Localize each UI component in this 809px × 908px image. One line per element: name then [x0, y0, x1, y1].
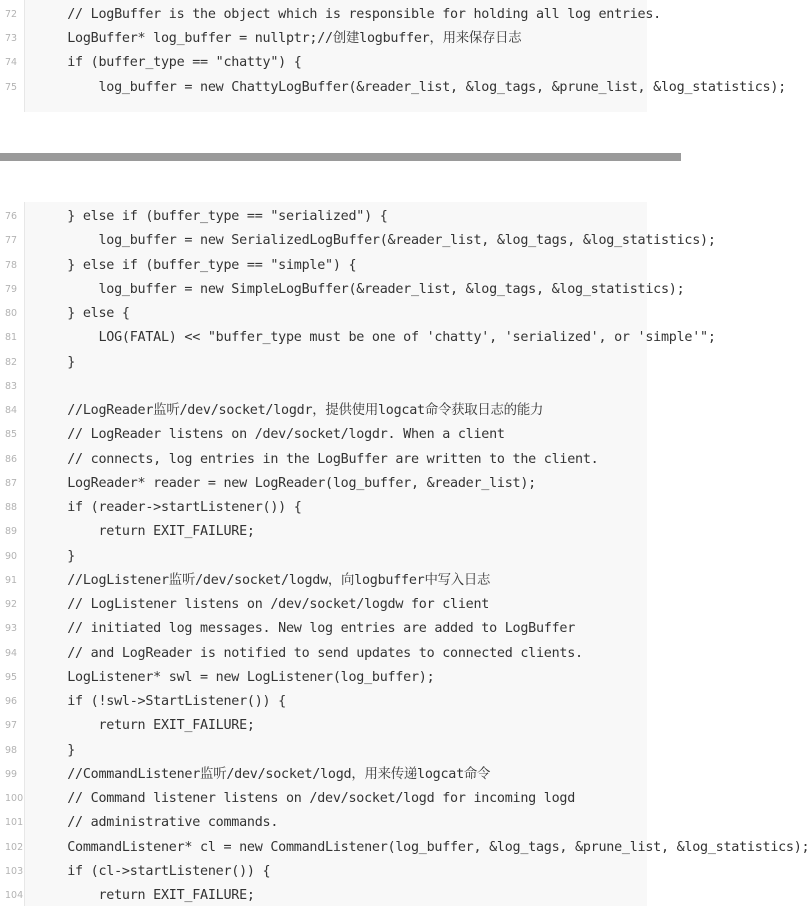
code-text: return EXIT_FAILURE; — [36, 718, 255, 734]
code-text: return EXIT_FAILURE; — [36, 524, 255, 540]
code-text: log_buffer = new ChattyLogBuffer(&reader_list, &log_tags, &prune_list, &log_statistics); — [36, 79, 786, 95]
line-number: 97 — [5, 720, 18, 732]
line-number: 76 — [5, 211, 18, 222]
line-number: 81 — [5, 332, 18, 344]
code-text: LogReader* reader = new LogReader(log_buffer, &reader_list); — [36, 475, 536, 491]
code-text: //CommandListener监听/dev/socket/logd，用来传递logcat命令 — [36, 766, 491, 782]
code-block-bottom — [0, 202, 809, 906]
code-text: //LogReader监听/dev/socket/logdr，提供使用logcat命令获取日志的能力 — [36, 403, 544, 418]
code-text: LOG(FATAL) << "buffer_type must be one of 'chatty', 'serialized', or 'simple'"; — [36, 330, 716, 346]
section-divider — [0, 153, 681, 161]
line-number: 73 — [5, 33, 18, 45]
line-number: 82 — [5, 356, 18, 368]
line-number: 92 — [5, 599, 18, 610]
code-block-top — [0, 0, 786, 112]
line-number: 85 — [5, 429, 18, 441]
line-number: 95 — [5, 671, 18, 683]
code-text: log_buffer = new SerializedLogBuffer(&reader_list, &log_tags, &log_statistics); — [36, 233, 716, 249]
line-number: 75 — [5, 81, 18, 93]
line-number: 102 — [5, 841, 24, 853]
code-text: if (buffer_type == "chatty") { — [36, 55, 302, 71]
line-number: 83 — [5, 380, 18, 392]
code-text: } else if (buffer_type == "simple") { — [36, 257, 357, 273]
line-number: 84 — [5, 405, 18, 416]
line-number: 98 — [5, 744, 18, 756]
line-number: 99 — [5, 768, 18, 780]
code-text: } — [36, 742, 76, 758]
line-number: 86 — [5, 453, 18, 465]
code-text: // connects, log entries in the LogBuffer are written to the client. — [36, 451, 599, 467]
code-text: // LogListener listens on /dev/socket/logdw for client — [36, 597, 490, 612]
code-text: // initiated log messages. New log entries are added to LogBuffer — [36, 621, 576, 637]
line-number: 89 — [5, 526, 18, 538]
line-number: 94 — [5, 647, 18, 659]
code-text: //LogListener监听/dev/socket/logdw，向logbuffer中写入日志 — [36, 572, 491, 588]
code-text: CommandListener* cl = new CommandListener(log_buffer, &log_tags, &prune_list, &log_statistics); — [36, 839, 809, 855]
code-text: // administrative commands. — [36, 815, 279, 831]
line-number: 79 — [5, 283, 18, 295]
code-text: log_buffer = new SimpleLogBuffer(&reader_list, &log_tags, &log_statistics); — [36, 281, 685, 297]
code-text: if (reader->startListener()) { — [36, 500, 302, 515]
line-number: 96 — [5, 696, 18, 707]
line-number: 77 — [5, 235, 18, 247]
code-text: LogBuffer* log_buffer = nullptr;//创建logbuffer，用来保存日志 — [36, 31, 522, 47]
line-number: 101 — [5, 817, 24, 829]
line-number: 104 — [5, 890, 24, 901]
code-text: if (!swl->StartListener()) { — [36, 694, 286, 709]
code-text: return EXIT_FAILURE; — [36, 888, 255, 903]
line-number: 93 — [5, 623, 18, 635]
code-text: // Command listener listens on /dev/socket/logd for incoming logd — [36, 791, 576, 806]
code-text: } — [36, 548, 76, 564]
code-text: } else { — [36, 306, 130, 321]
code-text: LogListener* swl = new LogListener(log_buffer); — [36, 669, 435, 685]
line-number: 103 — [5, 865, 24, 877]
line-number: 91 — [5, 574, 18, 586]
code-text: if (cl->startListener()) { — [36, 863, 271, 879]
code-text: // and LogReader is notified to send updates to connected clients. — [36, 645, 583, 661]
line-number: 72 — [5, 9, 18, 20]
line-number: 78 — [5, 259, 18, 271]
line-number: 74 — [5, 57, 18, 69]
code-text: } — [36, 354, 76, 370]
line-number: 100 — [5, 793, 24, 804]
line-number: 88 — [5, 502, 18, 513]
code-text: // LogBuffer is the object which is responsible for holding all log entries. — [36, 7, 661, 22]
code-text: // LogReader listens on /dev/socket/logdr. When a client — [36, 427, 505, 443]
line-number: 80 — [5, 308, 18, 319]
line-number: 90 — [5, 550, 18, 562]
line-number: 87 — [5, 477, 18, 489]
code-text: } else if (buffer_type == "serialized") { — [36, 209, 388, 224]
